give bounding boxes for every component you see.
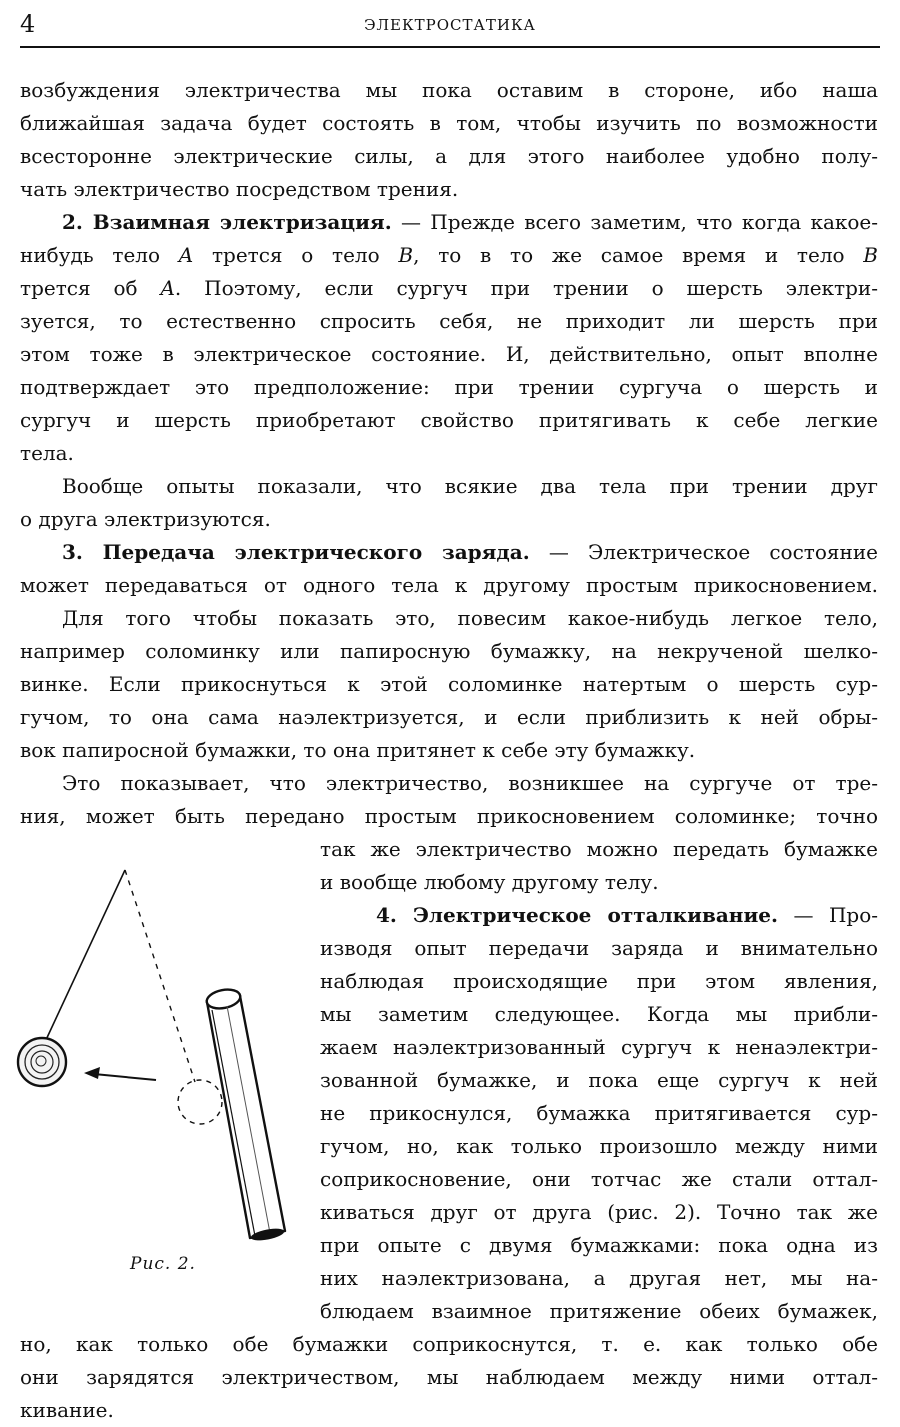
pith-ball-icon xyxy=(18,1038,66,1086)
text-line: но, как только обе бумажки соприкоснутся, т. е. как только обе xyxy=(20,1332,878,1356)
symbol-A: A xyxy=(160,276,175,300)
section-heading: 2. Взаимная электризация. xyxy=(62,210,392,234)
text-line: они зарядятся электричеством, мы наблюдаем между ними оттал- xyxy=(20,1365,878,1389)
text-line: зуется, то естественно спросить себя, не приходит ли шерсть при xyxy=(20,309,878,333)
page-number: 4 xyxy=(20,10,36,38)
section-heading: 3. Передача электрического заряда. xyxy=(62,540,530,564)
text-line: изводя опыт передачи заряда и внимательно xyxy=(320,936,878,960)
text-line: соприкосновение, они тотчас же стали оттал- xyxy=(320,1167,878,1191)
section-3-first-line: 3. Передача электрического заряда. — Электрическое состояние xyxy=(62,540,878,564)
text-line: при опыте с двумя бумажками: пока одна из xyxy=(320,1233,878,1257)
symbol-A: A xyxy=(178,243,194,267)
text-line: кивание. xyxy=(20,1398,114,1422)
initial-ball-outline xyxy=(178,1080,222,1124)
text-line: киваться друг от друга (рис. 2). Точно так же xyxy=(320,1200,878,1224)
suspension-thread xyxy=(45,870,125,1042)
text-line: возбуждения электричества мы пока оставим в стороне, ибо наша xyxy=(20,78,878,102)
symbol-B: B xyxy=(398,243,414,267)
symbol-B: B xyxy=(863,243,878,267)
text-line: о друга электризуются. xyxy=(20,507,271,531)
running-title: ЭЛЕКТРОСТАТИКА xyxy=(364,16,536,34)
text-line: Для того чтобы показать это, повесим какое-нибудь легкое тело, xyxy=(62,606,878,630)
text-line: и вообще любому другому телу. xyxy=(320,870,659,894)
text-line: блюдаем взаимное притяжение обеих бумажек, xyxy=(320,1299,878,1323)
section-heading: 4. Электрическое отталкивание. xyxy=(376,903,778,927)
section-2-first-line: 2. Взаимная электризация. — Прежде всего заметим, что когда какое- xyxy=(62,210,878,234)
header-rule xyxy=(20,46,880,48)
text-line: трется об A. Поэтому, если сургуч при трении о шерсть электри- xyxy=(20,276,878,300)
section-4-first-line: 4. Электрическое отталкивание. — Про- xyxy=(376,903,878,927)
dashed-thread xyxy=(125,870,195,1082)
text-line: винке. Если прикоснуться к этой соломинке натертым о шерсть сур- xyxy=(20,672,878,696)
text-line: ближайшая задача будет состоять в том, чтобы изучить по возможности xyxy=(20,111,878,135)
text-line: них наэлектризована, а другая нет, мы на- xyxy=(320,1266,878,1290)
text-line: этом тоже в электрическое состояние. И, действительно, опыт вполне xyxy=(20,342,878,366)
text-line: нибудь тело A трется о тело B, то в то же самое время и тело B xyxy=(20,243,878,267)
text-line: Вообще опыты показали, что всякие два тела при трении друг xyxy=(62,474,878,498)
text-line: зованной бумажке, и пока еще сургуч к ней xyxy=(320,1068,878,1092)
text-line: подтверждает это предположение: при трении сургуча о шерсть и xyxy=(20,375,878,399)
text-line: ния, может быть передано простым прикосновением соломинке; точно xyxy=(20,804,878,828)
text-line: жаем наэлектризованный сургуч к ненаэлектри- xyxy=(320,1035,878,1059)
text-line: так же электричество можно передать бумажке xyxy=(320,837,878,861)
page-header xyxy=(20,6,880,42)
text-line: например соломинку или папиросную бумажку, на некрученой шелко- xyxy=(20,639,878,663)
text-line: чать электричество посредством трения. xyxy=(20,177,459,201)
text-line: сургуч и шерсть приобретают свойство притягивать к себе легкие xyxy=(20,408,878,432)
repulsion-arrow-icon xyxy=(84,1067,156,1080)
text-line: гучом, но, как только произошло между ними xyxy=(320,1134,878,1158)
text-line: может передаваться от одного тела к другому простым прикосновением. xyxy=(20,573,878,597)
figure-caption: Рис. 2. xyxy=(130,1254,196,1274)
text-line: Это показывает, что электричество, возникшее на сургуче от тре- xyxy=(62,771,878,795)
text-line: не прикоснулся, бумажка притягивается сур- xyxy=(320,1101,878,1125)
text-line: мы заметим следующее. Когда мы прибли- xyxy=(320,1002,878,1026)
figure-pendulum-illustration xyxy=(10,860,300,1260)
text-line: гучом, то она сама наэлектризуется, и если приблизить к ней обры- xyxy=(20,705,878,729)
text-line: наблюдая происходящие при этом явления, xyxy=(320,969,878,993)
text-line: вок папиросной бумажки, то она притянет к себе эту бумажку. xyxy=(20,738,696,762)
text-line: тела. xyxy=(20,441,74,465)
text-line: всесторонне электрические силы, а для этого наиболее удобно полу- xyxy=(20,144,878,168)
